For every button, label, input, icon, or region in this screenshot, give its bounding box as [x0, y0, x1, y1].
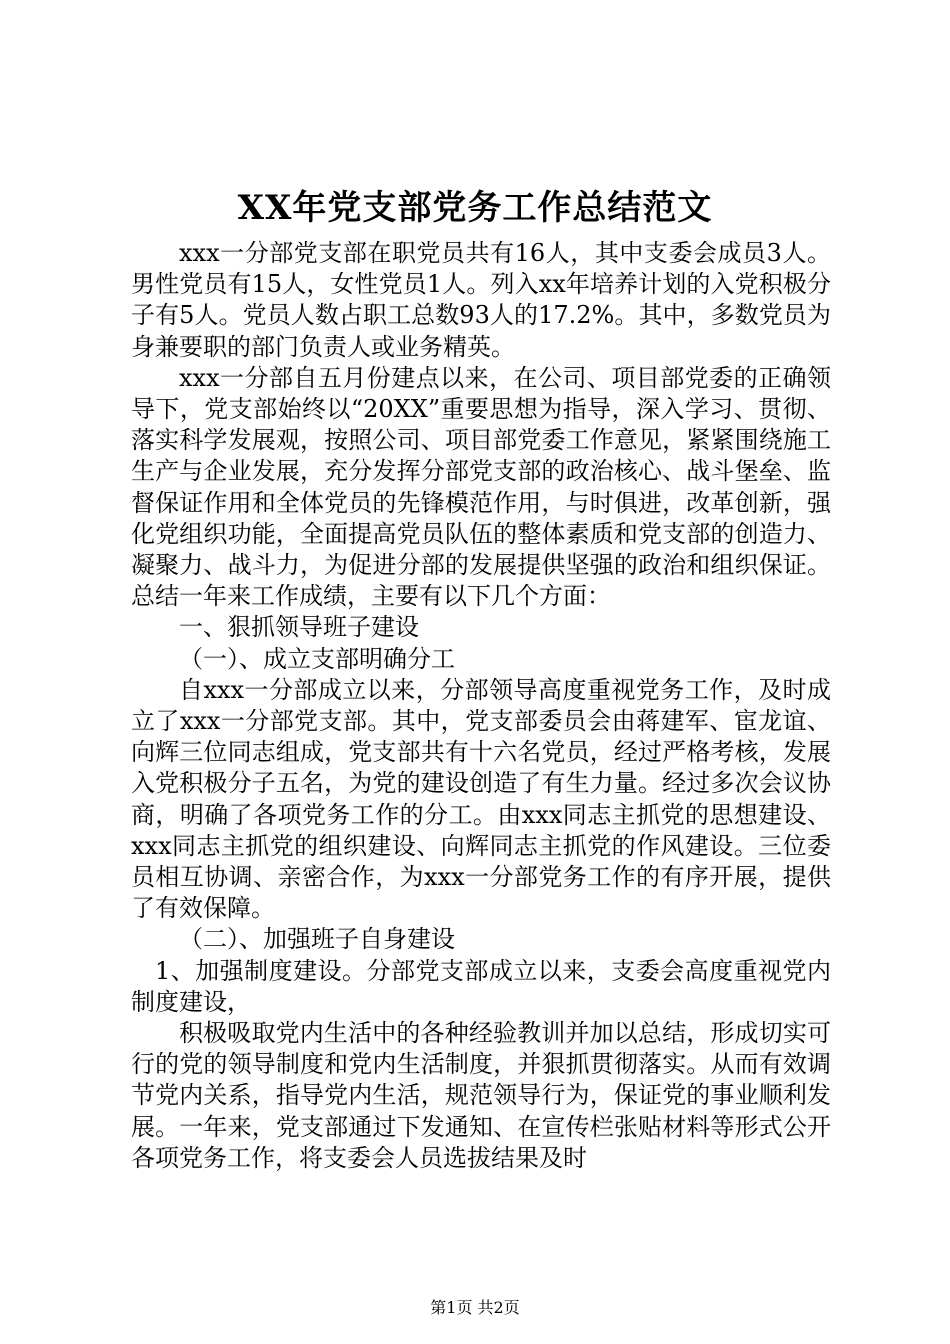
paragraph-system-building-continued: 积极吸取党内生活中的各种经验教训并加以总结，形成切实可行的党的领导制度和党内生活制度，并狠抓贯彻落实。从而有效调节党内关系，指导党内生活，规范领导行为，保证党的事业顺利发展。一年来，党支部通过下发通知、在宣传栏张贴材料等形式公开各项党务工作，将支委会人员选拔结果及时	[131, 1019, 831, 1172]
document-title: XX年党支部党务工作总结范文	[237, 188, 713, 228]
paragraph-system-building: 1、加强制度建设。分部党支部成立以来，支委会高度重视党内制度建设，	[131, 956, 831, 1016]
paragraph-branch-establishment: 自xxx一分部成立以来，分部领导高度重视党务工作，及时成立了xxx一分部党支部。其中，党支部委员会由蒋建军、宦龙谊、向辉三位同志组成，党支部共有十六名党员，经过严格考核，发展入党积极分子五名，为党的建设创造了有生力量。经过多次会议协商，明确了各项党务工作的分工。由xxx同志主抓党的思想建设、xxx同志主抓党的组织建设、向辉同志主抓党的作风建设。三位委员相互协调、亲密合作，为xxx一分部党务工作的有序开展，提供了有效保障。	[131, 675, 831, 923]
page-number-footer: 第1页 共2页	[430, 1298, 520, 1317]
section-heading-leadership: 一、狠抓领导班子建设	[179, 613, 419, 642]
paragraph-membership: xxx一分部党支部在职党员共有16人，其中支委会成员3人。男性党员有15人，女性党员1人。列入xx年培养计划的入党积极分子有5人。党员人数占职工总数93人的17.2%。其中，多数党员为身兼要职的部门负责人或业务精英。	[131, 239, 831, 361]
paragraph-overview: xxx一分部自五月份建点以来，在公司、项目部党委的正确领导下，党支部始终以“20XX”重要思想为指导，深入学习、贯彻、落实科学发展观，按照公司、项目部党委工作意见，紧紧围绕施工生产与企业发展，充分发挥分部党支部的政治核心、战斗堡垒、监督保证作用和全体党员的先锋模范作用，与时俱进，改革创新，强化党组织功能，全面提高党员队伍的整体素质和党支部的创造力、凝聚力、战斗力，为促进分部的发展提供坚强的政治和组织保证。总结一年来工作成绩，主要有以下几个方面：	[131, 363, 831, 611]
subsection-heading-division: （一）、成立支部明确分工	[179, 644, 455, 673]
subsection-heading-team-building: （二）、加强班子自身建设	[179, 925, 455, 954]
document-body	[131, 238, 831, 1174]
